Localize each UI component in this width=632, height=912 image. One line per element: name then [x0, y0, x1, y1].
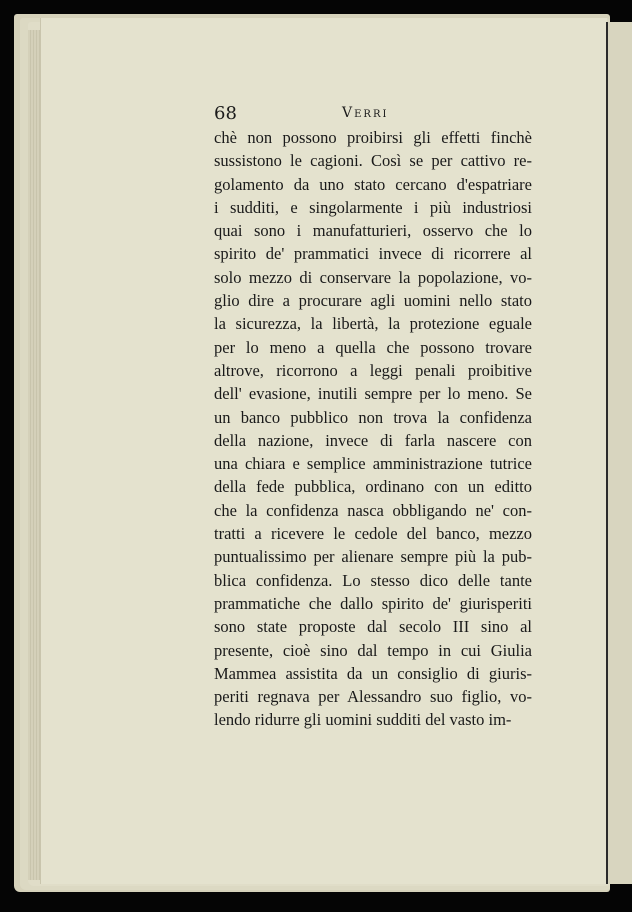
text-line: sussistono le cagioni. Così se per cattivo re-	[214, 151, 532, 171]
page-header	[214, 103, 534, 127]
text-line: un banco pubblico non trova la confidenza	[214, 407, 532, 427]
facing-page-edge	[606, 22, 632, 884]
text-line: una chiara e semplice amministrazione tutrice	[214, 454, 532, 474]
text-line: prammatiche che dallo spirito de' giurisperiti	[214, 593, 532, 613]
text-line: chè non possono proibirsi gli effetti finchè	[214, 128, 532, 147]
text-line: periti regnava per Alessandro suo figlio, vo-	[214, 687, 532, 707]
text-line: i sudditi, e singolarmente i più industriosi	[214, 197, 532, 217]
text-line: presente, cioè sino dal tempo in cui Giulia	[214, 640, 532, 660]
text-line: che la confidenza nasca obbligando ne' con-	[214, 500, 532, 520]
text-line: glio dire a procurare agli uomini nello stato	[214, 291, 532, 311]
text-line: lendo ridurre gli uomini sudditi del vasto im-	[214, 710, 512, 730]
text-line: della fede pubblica, ordinano con un editto	[214, 477, 532, 497]
text-line: sono state proposte dal secolo III sino al	[214, 617, 532, 637]
text-line: solo mezzo di conservare la popolazione, vo-	[214, 267, 532, 287]
text-line: altrove, ricorrono a leggi penali proibitive	[214, 360, 532, 380]
text-line: della nazione, invece di farla nascere con	[214, 430, 532, 450]
page-number: 68	[214, 103, 237, 124]
text-line: puntualissimo per alienare sempre più la pub-	[214, 547, 532, 567]
text-line: per lo meno a quella che possono trovare	[214, 337, 532, 357]
text-line: blica confidenza. Lo stesso dico delle tante	[214, 570, 532, 590]
text-line: quai sono i manufatturieri, osservo che lo	[214, 221, 532, 241]
text-line: golamento da uno stato cercano d'espatriare	[214, 174, 532, 194]
text-line: Mammea assistita da un consiglio di giuris-	[214, 663, 532, 683]
text-line: spirito de' prammatici invece di ricorrere al	[214, 244, 532, 264]
text-line: tratti a ricevere le cedole del banco, mezzo	[214, 524, 532, 544]
running-head: Verri	[342, 105, 389, 121]
body-text	[214, 126, 532, 732]
text-line: la sicurezza, la libertà, la protezione eguale	[214, 314, 532, 334]
text-line: dell' evasione, inutili sempre per lo meno. Se	[214, 384, 532, 404]
